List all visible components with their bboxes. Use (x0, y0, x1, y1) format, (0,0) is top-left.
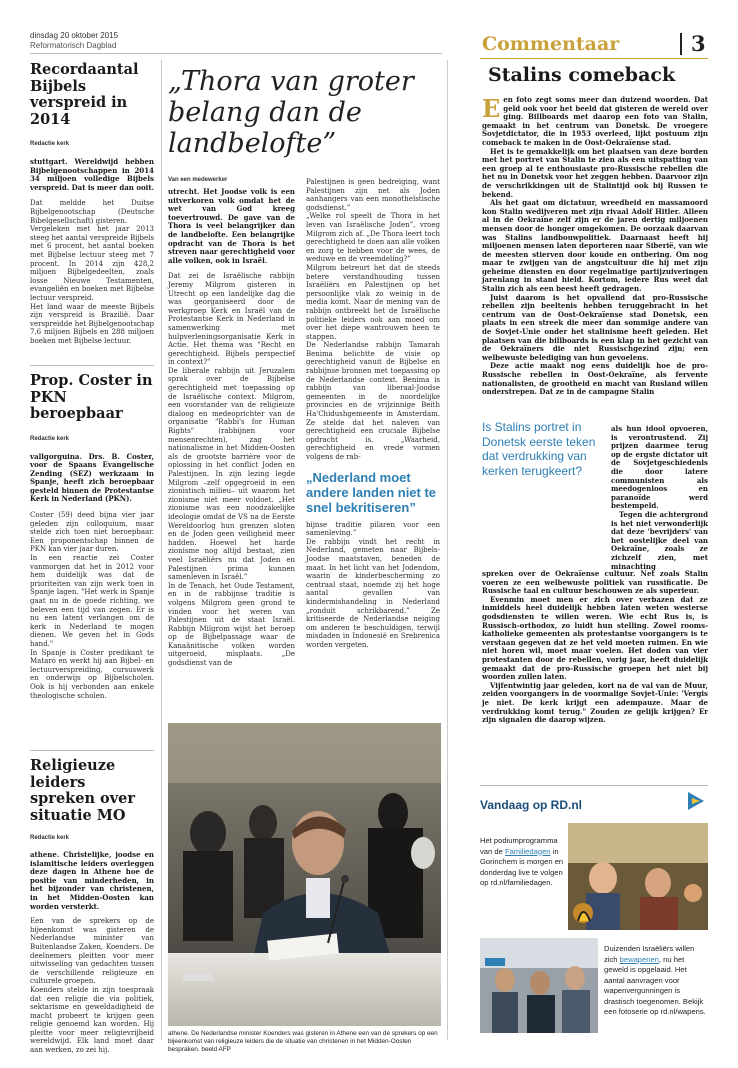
familiedagen-link[interactable]: Familiedagen (504, 846, 551, 856)
article-paragraph: Coster (59) deed bijna vier jaar geleden zijn colloquium, maar stelde zich toen niet beroepbaar. Een proponentschap binnen de PKN kan vier jaar duren. (30, 511, 154, 554)
commentary-body-side (611, 425, 708, 571)
article-paragraph: In een reactie zei Coster vanmorgen dat het in 2012 voor hem duidelijk was dat de prioriteiten van zijn werk toen in Spanje lagen. "Het werk in Spanje gaat nu in de goede richting, we beleven een tijd van zegen. Er is nu een latent verlangen om de kerk in Nederland te mogen dienen. We geven het in Gods hand." (30, 554, 154, 648)
main-col-1 (168, 188, 295, 668)
column-divider (161, 60, 162, 1040)
article-lead: athene. Christelijke, joodse en islamitische leiders overleggen deze dagen in Athene hoe de positie van minderheden, in het bijzonder van christenen, in het Midden-Oosten kan worden versterkt. (30, 850, 154, 911)
commentary-paragraph: Een foto zegt soms meer dan duizend woorden. Dat geld ook voor het beeld dat gisteren de wereld over ging. Billboards met daarop een foto van Stalin, gemaakt in het centrum van Donetsk. De vroegere Sovjetdictator, die in 1953 overleed, lijkt postuum zijn comeback te maken in de Oost-Oekraïense stad. (482, 94, 708, 147)
main-byline: Van een medewerker (168, 177, 228, 183)
main-paragraph: De rabbijn vindt het recht in Nederland, gemeten naar Bijbels-Joodse maatstaven, beneden de maat. In het licht van het Jodendom, waarin de kinderbescherming zo centraal staat, noemde zij het hoge aantal gevallen van kindermishandeling in Nederland „ronduit schrikbarend.” Ze kritiseerde de Nederlandse neiging om anderen te beschuldigen, terwijl misdaden in Indonesië en Srebrenica worden vergeten. (306, 537, 440, 649)
header-rule (30, 53, 442, 54)
photo-caption: athene. De Nederlandse minister Koenders was gisteren in Athene een van de sprekers op een bijeenkomst van religieuze leiders die de situatie van christenen in het Midden-Oosten bespraken. beeld AFP (168, 1030, 438, 1053)
main-lead: utrecht. Het Joodse volk is een uitverkoren volk omdat het de wet van God kreeg toevertrouwd. De gave van de Thora is veel belangrijker dan de landbelofte. Een belangrijke opdracht van de Thora is het streven naar gerechtigheid voor alle volken, ook in Israël. (168, 187, 295, 265)
newspaper-name: Reformatorisch Dagblad (30, 41, 117, 50)
article-paragraph: Dat meldde het Duitse Bijbelgenootschap (Deutsche Bibelgesellschaft) gisteren. (30, 199, 154, 225)
column-divider (447, 60, 448, 1040)
main-col-2 (306, 178, 440, 650)
page-number: 3 (691, 31, 706, 56)
article-coster (30, 373, 154, 700)
main-paragraph: Palestijnen is geen bedreiging, want Palestijnen zijn net als Joden aanhangers van een monotheïstische godsdienst.” (306, 178, 440, 212)
commentary-paragraph: Als het gaat om dictatuur, wreedheid en massamoord kon Stalin wedijveren met zijn rivaal Adolf Hitler. Alleen al in de Oekraïne zelf zijn er de jaren dertig miljoenen mensen door de honger omgekomen. De oorzaak daarvan was Stalins landbouwpolitiek. Daarnaast heeft hij miljoenen mensen laten deporteren naar Siberië, van wie de meesten stierven door koude en ontbering. Om nog maar te zwijgen van de angstcultuur die hij met zijn geheime diensten en door regelmatige partijzuiveringen jarenlang in stand hield. Kortom, iedere Rus weet dat Stalin zich als een beest heeft gedragen. (482, 198, 708, 294)
main-pull-quote: „Nederland moet andere landen niet te snel bekritiseren” (306, 469, 437, 515)
commentary-title: Stalins comeback (488, 64, 676, 86)
rd-item-weapons[interactable]: Duizenden Israëliërs willen zich bewapenen, nu het geweld is opgelaaid. Het aantal aanvragen voor wapenvergunningen is drastisch toegenomen. Bekijk een fotoserie op rd.nl/wapens. (604, 944, 706, 1016)
main-paragraph: De liberale rabbijn uit Jeruzalem sprak over de Bijbelse gerechtigheid met toepassing op de Israëlische context. Milgrom, een voorstander van de religieuze dialoog en medeoprichter van de organisatie "Rabbi's for Human Rights" (rabbijnen voor mensenrechten), zag het nationalisme in het Midden-Oosten als de grootste barrière voor de oplossing in het conflict Joden en Palestijnen. In zijn lezing legde Milgrom –zelf opgegroeid in een zionistisch milieu– uit waarom het zionisme niet meer voldoet. „Het zionisme was een noodzakelijke ideologie omdat de VS na de Eerste Wereldoorlog hun grenzen sloten en de Joden geen veiligheid meer hadden. Hoewel het harde zionisme nog altijd bestaat, zien veel Israëliërs nu dat Joden en Palestijnen prima kunnen samenleven in Israël.” (168, 366, 295, 582)
commentary-paragraph: als hun idool opvoeren, is verontrustend. Zij prijzen daarmee terug op de ergste dictator uit de Sovjetgeschiedenis die door latere communisten als meedogenloos en paranoïde werd bestempeld. (611, 424, 708, 511)
issue-date: dinsdag 20 oktober 2015 (30, 31, 119, 40)
page-number-divider (680, 33, 682, 55)
rd-item-festival[interactable]: Het podiumprogramma van de Familiedagen in Gorinchem is morgen en donderdag live te volgen op rd.nl/familiedagen. (480, 836, 564, 887)
article-lead: stuttgart. Wereldwijd hebben Bijbelgenootschappen in 2014 34 miljoen volledige Bijbels verspreid. Dat is meer dan ooit. (30, 157, 154, 192)
main-paragraph: De Nederlandse rabbijn Tamarah Benima belichtte de visie op gerechtigheid vanuit de Bijbelse en rabbijnse bronnen met toepassing op de Nederlandse context. Benima is rabbijn van liberaal-Joodse gemeenten in de noordelijke provincies en de vrijzinnige Beith Ha'Chidushgemeente in Amsterdam. Ze stelde dat het naleven van gerechtigheid een cruciale Bijbelse opdracht is. „Waarheid, gerechtigheid en vrede vormen volgens de rab- (306, 341, 440, 461)
article-separator (30, 365, 154, 366)
commentary-body-bottom (482, 570, 708, 725)
article-separator (30, 750, 154, 751)
article-religious-leaders (30, 758, 154, 1055)
commentary-paragraph: Het is te gemakkelijk om het plaatsen van deze borden met het portret van Stalin te zien als een uitspatting van een groep al te enthousiaste pro-Russische rebellen die het nu in Donetsk voor het zeggen hebben. Daarvoor zijn de verschrikkingen uit de Stalintijd ook bij Russen te bekend. (482, 146, 708, 199)
rd-box-rule (480, 785, 708, 786)
article-title: Recordaantal Bijbels verspreid in 2014 (30, 61, 139, 128)
commentary-paragraph: Deze actie maakt nog eens duidelijk hoe de pro-Russische rebellen in Oost-Oekraïne, als fervente nationalisten, de grootheid en macht van Rusland willen onderstrepen. Dat ze in de campagne Stalin (482, 361, 708, 397)
festival-thumbnail[interactable] (568, 823, 708, 930)
conference-photo (168, 723, 441, 1026)
drop-cap: E (482, 94, 501, 123)
article-paragraph: Een van de sprekers op de bijeenkomst was gisteren de Nederlandse minister van Buitenlandse Zaken, Koenders. De deelnemers pleitten voor meer uitwisseling van gedachten tussen de verschillende religieuze en culturele groepen. (30, 917, 154, 986)
weapons-thumbnail[interactable] (480, 938, 598, 1033)
main-paragraph: „Welke rol speelt de Thora in het leven van Israëlische Joden”, vroeg Milgrom zich af. „De Thora leert toch gerechtigheid te doen aan alle volken en zorg te hebben voor de wees, de weduwe en de vreemdeling?” (306, 212, 440, 264)
rd-logo-icon (686, 790, 706, 812)
article-byline: Redactie kerk (30, 435, 70, 442)
article-byline: Redactie kerk (30, 835, 70, 841)
main-paragraph: Dat zei de Israëlische rabbijn Jeremy Milgrom gisteren in Utrecht op een landelijke dag die was georganiseerd door de werkgroep Kerk en Israël van de Protestantse Kerk in Nederland in samenwerking met hulpverleningsorganisatie Kerk in Actie. Het thema was "Recht en gerechtigheid. Bijbels perspectief in context?" (168, 272, 295, 367)
main-paragraph: bijnse traditie pilaren voor een samenleving.” (306, 520, 440, 538)
main-paragraph: In de Tenach, het Oude Testament, en in de rabbijnse traditie is volgens Milgrom geen grond te vinden voor het weren van Palestijnen uit de staat Israël. Rabbijn Milgrom wijst het beroep op de Bijbelpassage waar de Kanaänitische volken worden uitgeroeid, misplaats. „De godsdienst van de (168, 581, 295, 668)
article-lead: vallgorguina. Drs. B. Coster, voor de Spaans Evangelische Zending (SEZ) werkzaam in Spanje, heeft zich beroepbaar gesteld binnen de Protestantse Kerk in Nederland (PKN). (30, 451, 154, 504)
commentary-paragraph: Vijfentwintig jaar geleden, kort na de val van de Muur, zeiden voorgangers in de voormalige Sovjet-Unie: 'Vergis je niet. De kerk krijgt een adempauze. Maar de verdrukking komt terug." Zouden ze gelijk krijgen? Er zijn signalen die daarop wijzen. (482, 680, 708, 725)
article-byline: Redactie kerk (30, 141, 70, 147)
main-headline: „Thora van groter belang dan de landbelofte” (168, 66, 414, 159)
commentary-paragraph: Evenmin moet men er zich over verbazen dat ze inmiddels heel duidelijk hebben laten weten westerse godsdiensten te willen weren. Wie echt Rus is, is Russisch-orthodox, zo luidt hun stelling. Zowel rooms-katholieke gemeenten als protestantse voorgangers is te verstaan gegeven dat ze het veld moeten ruimen. En wie niet horen wil, moet maar voelen. Het doden van vier protestanten door de rebellen, vorig jaar, heeft duidelijk gemaakt dat de pro-Russische groepen het niet bij woorden zullen laten. (482, 594, 708, 682)
commentary-pull-quote: Is Stalins portret in Donetsk eerste teken dat verdrukking van kerken terugkeert? (482, 420, 596, 478)
article-paragraph: Koenders stelde in zijn toespraak dat een religie die via politiek, sektarisme en geweldadigheid de macht probeert te krijgen geen religie genoemd kan worden. Hij pleitte voor meer religievrijheid wereldwijd. Elk land moet daar aan werken, zo zei hij. (30, 985, 154, 1055)
commentary-body-top (482, 96, 708, 397)
article-bible-record (30, 62, 154, 345)
rd-box-title: Vandaag op RD.nl (480, 798, 583, 812)
article-paragraph: In Spanje is Coster predikant te Mataró en werkt hij aan Bijbel- en lectuurverspreiding, cursuswerk en onderwijs op Bijbelscholen. Ook is hij verbonden aan enkele theologische scholen. (30, 648, 154, 700)
commentary-top-rule (480, 58, 708, 59)
commentary-paragraph: Juist daarom is het opvallend dat pro-Russische rebellen zijn beeltenis hebben teruggebracht in het centrum van de Oost-Oekraïense stad Donetsk, een plaats in een streek die meer dan sommige andere van de Sovjet-Unie onder het stalinisme heeft geleden. Het plaatsen van die billboards is een klap in het gezicht van de Oekraïners die niet Russischgezind zijn; een welbewuste belediging van hun gevoelens. (482, 292, 708, 362)
commentary-paragraph: spreken over de Oekraïense cultuur. Net zoals Stalin voeren ze een welbewuste politiek van russificatie. De Russische taal en cultuur beschouwen ze als superieur. (482, 569, 708, 596)
article-paragraph: Het land waar de meeste Bijbels zijn verspreid is Brazilië. Daar verspreidde het Bijbelgenootschap 7,6 miljoen Bijbels en 288 miljoen boeken met Bijbelse lectuur. (30, 302, 154, 345)
section-title: Commentaar (482, 33, 620, 55)
main-paragraph: Milgrom betreurt het dat de steeds betere verstandhouding tussen Israëliërs en Palestijnen op het persoonlijke vlak zo weinig in de media komt. Naar de mening van de rabbijn ontbreekt het de Israëlische politieke leiders ook aan moed om over het diepe wantrouwen heen te stappen. (306, 263, 440, 341)
article-title: Prop. Coster in PKN beroepbaar (30, 372, 153, 422)
bewapenen-link[interactable]: bewapenen (619, 954, 659, 964)
commentary-paragraph: Tegen die achtergrond is het niet verwonderlijk dat deze 'bevrijders' van het oostelijke deel van Oekraïne, zoals ze zichzelf zien, met minachting (611, 509, 708, 571)
article-paragraph: Vergeleken met het jaar 2013 steeg het aantal verspreide Bijbels met 6 procent, het aantal boeken met Bijbelse lectuur steeg met 7 procent. In 2014 zijn 428,2 miljoen Bijbelgedeelten, zoals losse Nieuwe Testamenten, evangeliën en boeken met Bijbelse lectuur verspreid. (30, 225, 154, 302)
article-title: Religieuze leiders spreken over situatie MO (30, 757, 135, 824)
